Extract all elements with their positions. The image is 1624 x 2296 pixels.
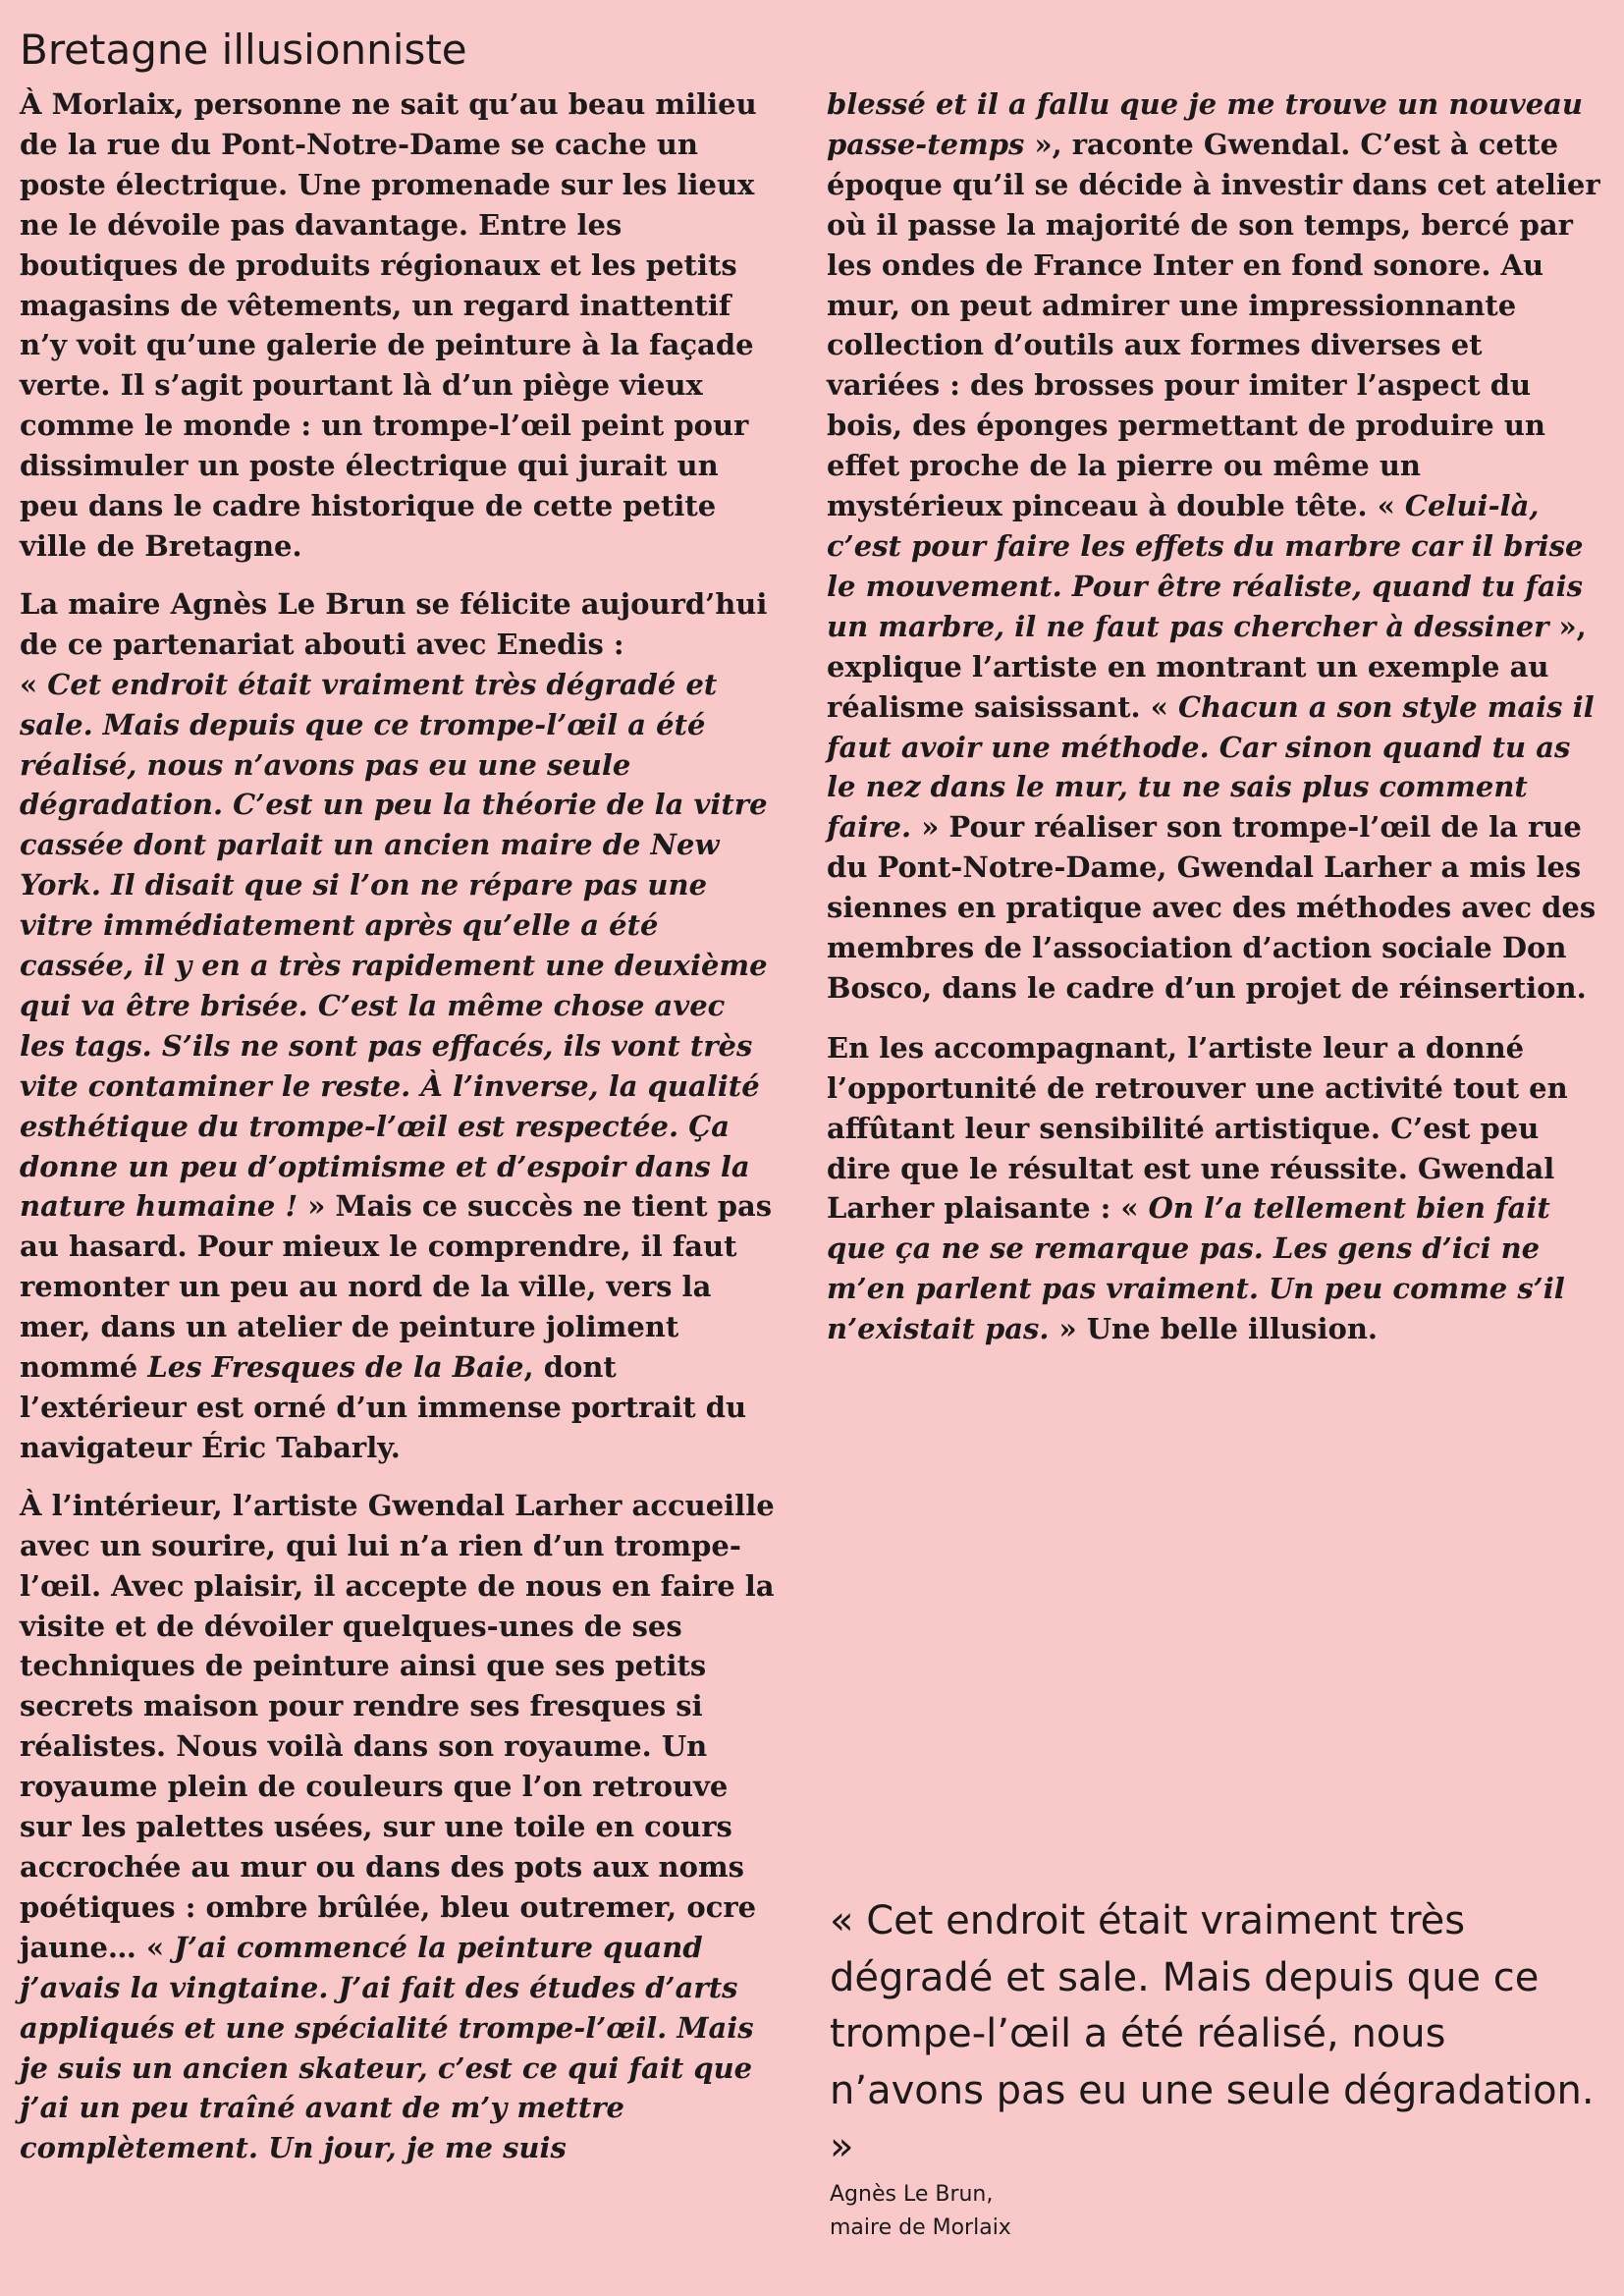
text-run: » Mais ce succès ne tient pas au hasard. Pour mieux le comprendre, il faut remonter un peu au nord de la ville, vers la mer, dans un atelier de peinture joliment nommé — [20, 1189, 773, 1385]
italic-quote-run: J’ai commencé la peinture quand j’avais la vingtaine. J’ai fait des études d’arts appliqués et une spécialité trompe-l’œil. Mais je suis un ancien skateur, c’est ce qui fait que j’ai un peu traîné avant de m’y mettre complètement. Un jour, je me suis — [20, 1930, 754, 2165]
article-paragraph — [827, 1028, 1602, 1349]
text-run: » Une belle illusion. — [1049, 1312, 1379, 1346]
text-run: , dont l’extérieur est orné d’un immense portrait du navigateur Éric Tabarly. — [20, 1350, 747, 1464]
article-paragraph — [20, 584, 776, 1468]
pull-quote-attribution — [830, 2178, 1011, 2245]
italic-quote-run: Chacun a son style mais il faut avoir une méthode. Car sinon quand tu as le nez dans le mur, tu ne sais plus comment faire. — [827, 689, 1595, 845]
article-paragraph — [20, 84, 776, 567]
text-run: « — [20, 667, 48, 701]
italic-quote-run: blessé et il a fallu que je me trouve un nouveau passe-temps — [827, 87, 1584, 161]
article-paragraph — [827, 84, 1602, 1009]
italic-quote-run: Celui-là, c’est pour faire les effets du marbre car il brise le mouvement. Pour être réaliste, quand tu fais un marbre, il ne faut pas chercher à dessiner — [827, 489, 1584, 643]
attribution-name: Agnès Le Brun, — [830, 2182, 994, 2207]
italic-quote-run: Cet endroit était vraiment très dégradé et sale. Mais depuis que ce trompe-l’œil a été réalisé, nous n’avons pas eu une seule dégradation. C’est un peu la théorie de la vitre cassée dont parlait un ancien maire de New York. Il disait que si l’on ne répare pas une vitre immédiatement après qu’elle a été cassée, il y en a très rapidement une deuxième qui va être brisée. C’est la même chose avec les tags. S’ils ne sont pas effacés, ils vont très vite contaminer le reste. À l’inverse, la qualité esthétique du trompe-l’œil est respectée. Ça donne un peu d’optimisme et d’espoir dans la nature humaine ! — [20, 667, 768, 1224]
text-run: », raconte Gwendal. C’est à cette époque qu’il se décide à investir dans cet atelier où il passe la majorité de son temps, bercé par les ondes de France Inter en fond sonore. Au mur, on peut admirer une impressionnante collection d’outils aux formes diverses et variées : des brosses pour imiter l’aspect du bois, des éponges permettant de produire un effet proche de la pierre ou même un mystérieux pinceau à double tête. « — [827, 127, 1600, 523]
article-paragraph — [20, 1486, 776, 2168]
article-column-right — [827, 84, 1602, 1367]
article-title: Bretagne illusionniste — [20, 26, 467, 74]
text-run: À l’intérieur, l’artiste Gwendal Larher accueille avec un sourire, qui lui n’a rien d’un trompe-l’œil. Avec plaisir, il accepte de nous en faire la visite et de dévoiler quelques-unes de ses techniques de peinture ainsi que ses petits secrets maison pour rendre ses fresques si réalistes. Nous voilà dans son royaume. Un royaume plein de couleurs que l’on retrouve sur les palettes usées, sur une toile en cours accrochée au mur ou dans des pots aux noms poétiques : ombre brûlée, bleu outremer, ocre jaune… « — [20, 1488, 775, 1964]
attribution-role: maire de Morlaix — [830, 2215, 1011, 2240]
text-run: À Morlaix, personne ne sait qu’au beau milieu de la rue du Pont-Notre-Dame se cache un poste électrique. Une promenade sur les lieux ne le dévoile pas davantage. Entre les boutiques de produits régionaux et les petits magasins de vêtements, un regard inattentif n’y voit qu’une galerie de peinture à la façade verte. Il s’agit pourtant là d’un piège vieux comme le monde : un trompe-l’œil peint pour dissimuler un poste électrique qui jurait un peu dans le cadre historique de cette petite ville de Bretagne. — [20, 87, 757, 563]
text-run: La maire Agnès Le Brun se félicite aujourd’hui de ce partenariat abouti avec Enedis : — [20, 586, 768, 661]
text-run: En les accompagnant, l’artiste leur a donné l’opportunité de retrouver une activité tout en affûtant leur sensibilité artistique. C’est peu dire que le résultat est une réussite. Gwendal Larher plaisante : « — [827, 1030, 1568, 1226]
italic-quote-run: Les Fresques de la Baie — [147, 1350, 524, 1385]
text-run: » Pour réaliser son trompe-l’œil de la rue du Pont-Notre-Dame, Gwendal Larher a mis les siennes en pratique avec des méthodes avec des membres de l’association d’action sociale Don Bosco, dans le cadre d’un projet de réinsertion. — [827, 810, 1597, 1005]
text-run: », explique l’artiste en montrant un exemple au réalisme saisissant. « — [827, 609, 1587, 724]
italic-quote-run: On l’a tellement bien fait que ça ne se remarque pas. Les gens d’ici ne m’en parlent pas vraiment. Un peu comme s’il n’existait pas. — [827, 1191, 1565, 1346]
article-column-left — [20, 84, 776, 2186]
pull-quote: « Cet endroit était vraiment très dégradé et sale. Mais depuis que ce trompe-l’œil a été réalisé, nous n’avons pas eu une seule dégradation. » — [830, 1898, 1595, 2169]
